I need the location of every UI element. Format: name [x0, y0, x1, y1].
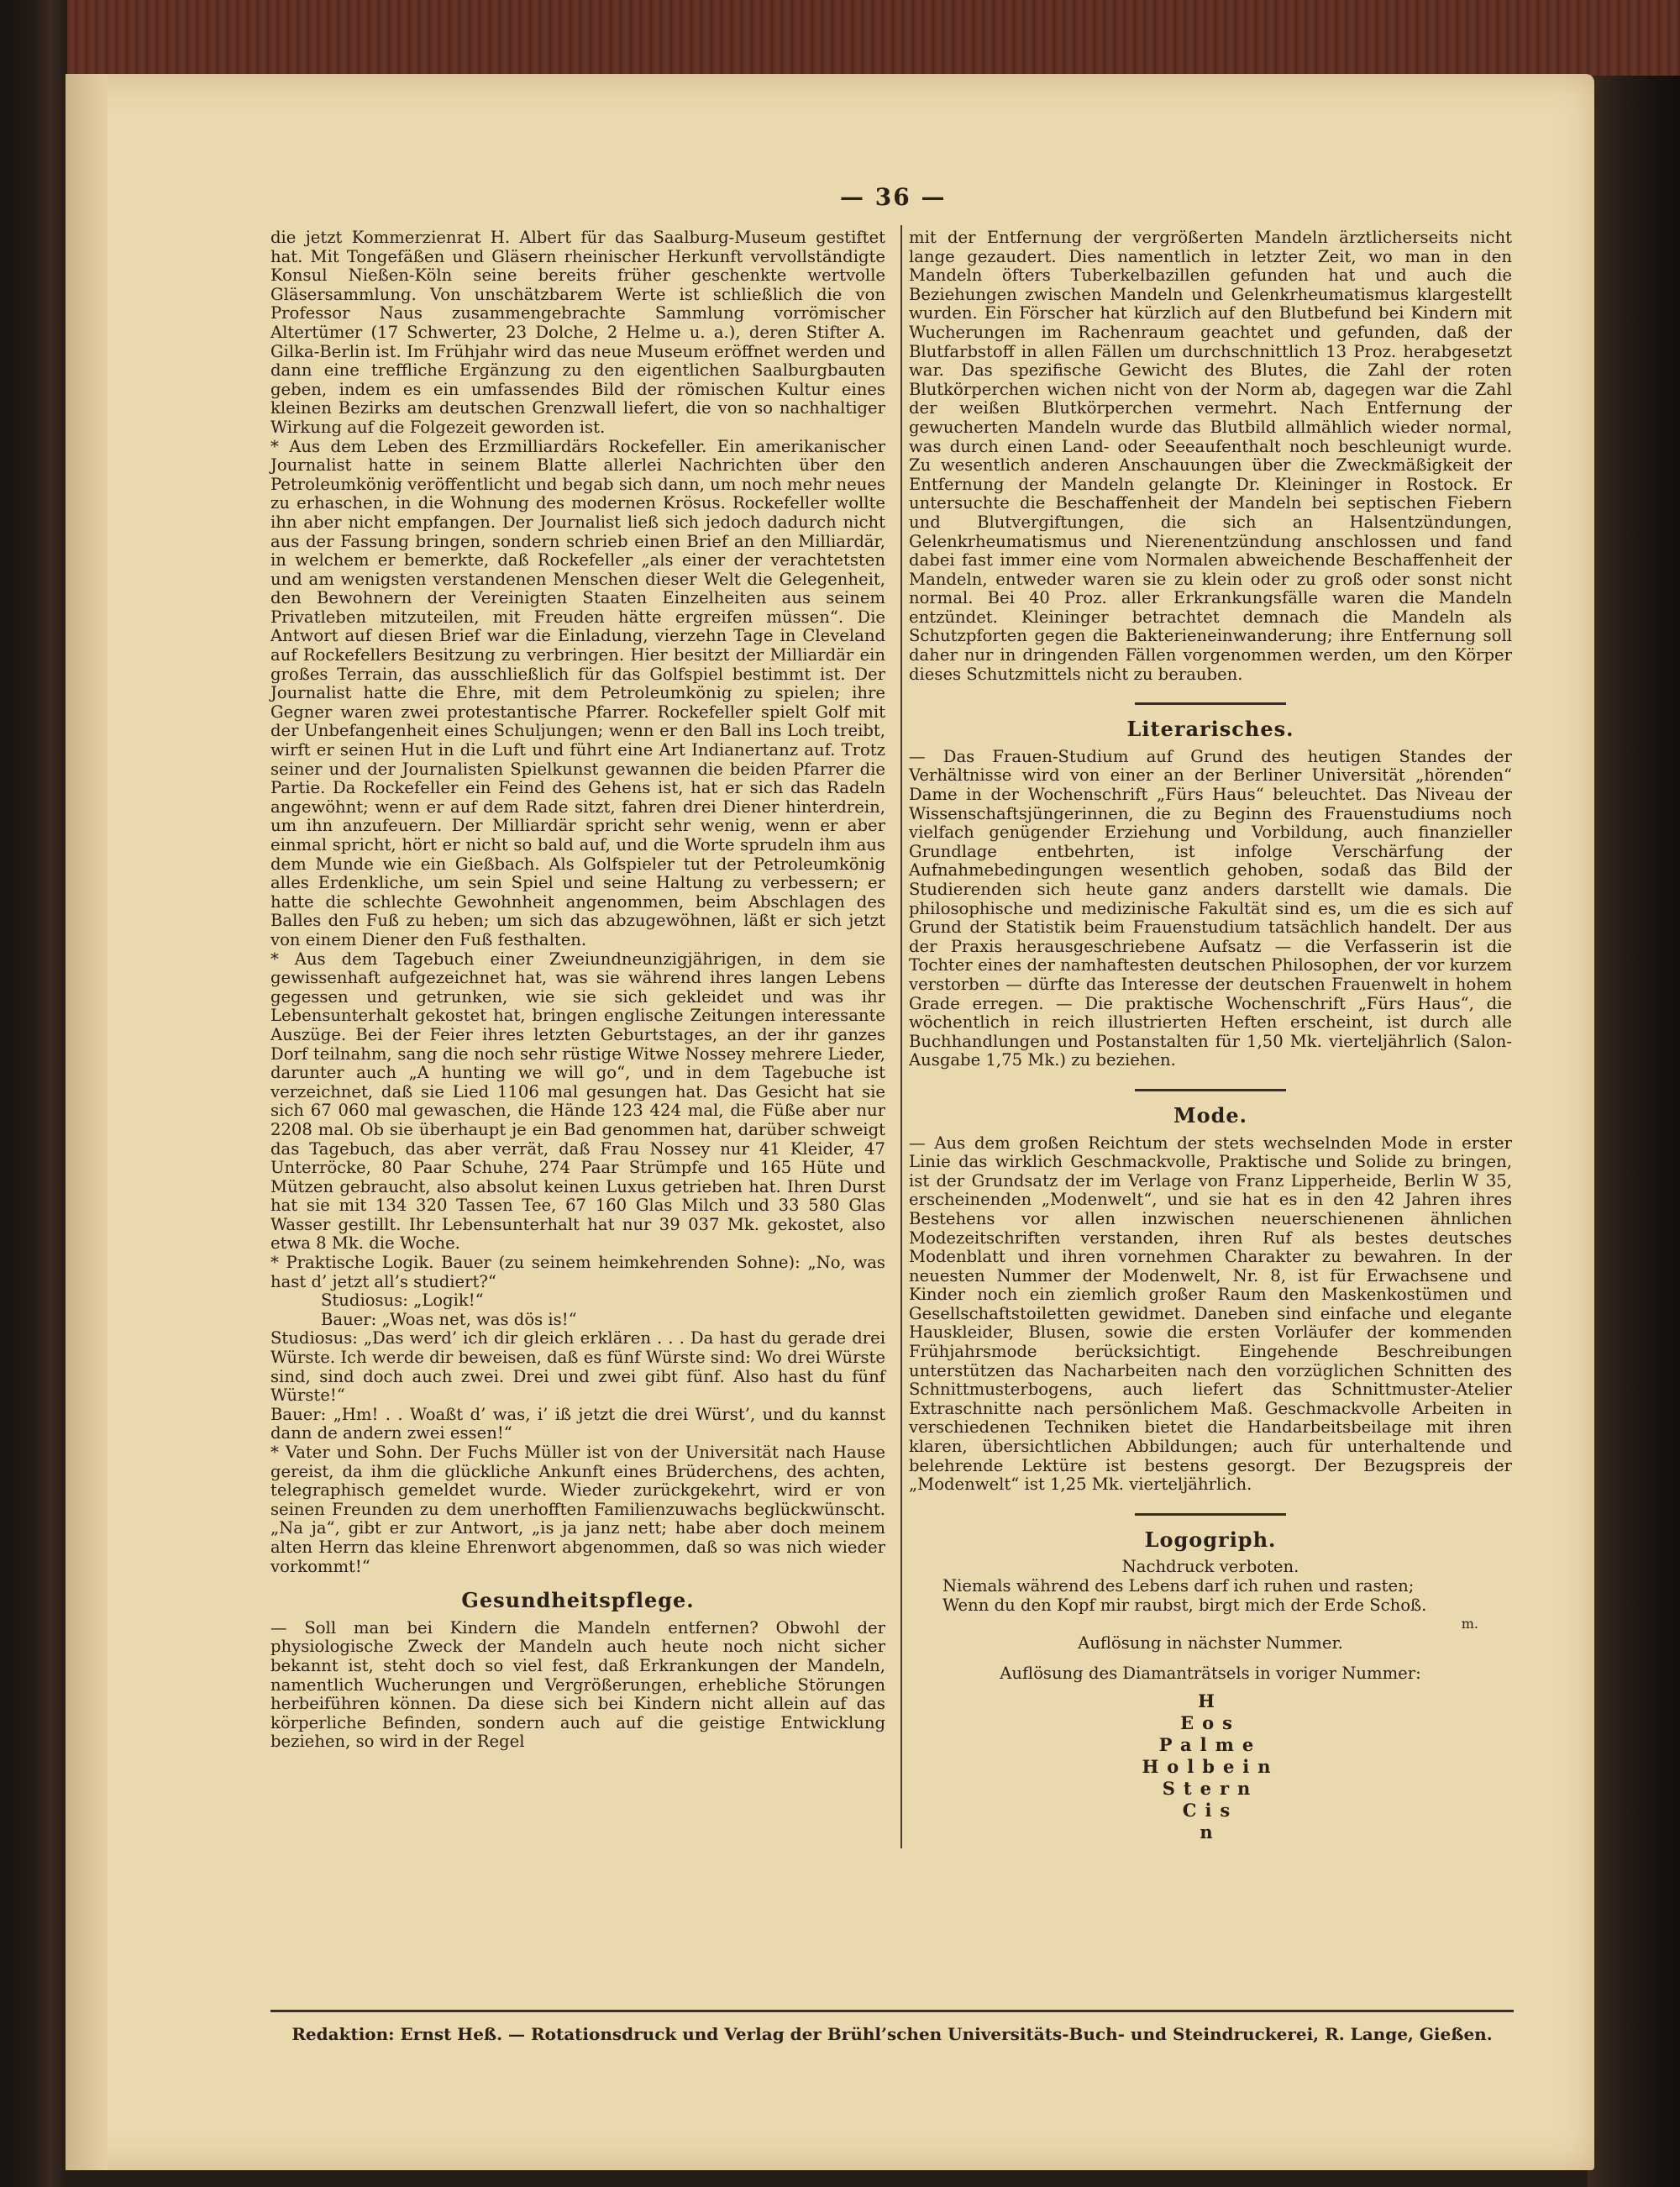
- fashion-heading: Mode.: [1173, 1102, 1247, 1128]
- page-number: — 36 —: [840, 183, 947, 211]
- binding-right-edge: [1588, 76, 1680, 2187]
- literary-text: — Das Frauen-Studium auf Grund des heutigen Standes der Verhältnisse wird von einer an der Berliner Universität „hörenden“ Dame in der Wochenschrift „Fürs Haus“ beleuchtet. Das Niveau der Wissenschaftsjüngerinnen, die zu Beginn des Frauenstudiums noch vielfach genügender Erziehung und Vorbildung, auch finanzieller Grundlage entbehrten, ist infolge Verschärfung der Aufnahmebedingungen wesentlich gehoben, sodaß das Bild der Studierenden sich heute ganz anders darstellt wie damals. Die philosophische und medizinische Fakultät sind es, um die es sich auf Grund der Statistik beim Frauenstudium tatsächlich handelt. Der aus der Praxis herausgeschriebene Aufsatz — die Verfasserin ist die Tochter eines der namhaftesten deutschen Philosophen, der vor kurzem verstorben — dürfte das Interesse der deutschen Frauenwelt in hohem Grade erregen. — Die praktische Wochenschrift „Fürs Haus“, die wöchentlich in reich illustrierten Heften erscheint, ist durch alle Buchhandlungen und Postanstalten für 1,50 Mk. vierteljährlich (Salon-Ausgabe 1,75 Mk.) zu beziehen.: [909, 746, 1512, 1070]
- article-saalburg: die jetzt Kommerzienrat H. Albert für das Saalburg-Museum gestiftet hat. Mit Tongefäßen und Gläsern rheinischer Herkunft vervollständigte Konsul Nießen-Köln seine bereits früher geschenkte wertvolle Gläsersammlung. Von unschätzbarem Werte ist schließlich die von Professor Naus zusammengebrachte Sammlung vorrömischer Altertümer (17 Schwerter, 23 Dolche, 2 Helme u. a.), deren Stifter A. Gilka-Berlin ist. Im Frühjahr wird das neue Museum eröffnet werden und dann eine treffliche Ergänzung zu den eigentlichen Saalburgbauten geben, indem es ein umfassendes Bild der römischen Kultur eines kleinen Bezirks am deutschen Grenzwall liefert, die von so nachhaltiger Wirkung auf die Folgezeit geworden ist.: [270, 228, 885, 437]
- article-logik-line2: Bauer: „Woas net, was dös is!“: [321, 1309, 577, 1329]
- right-column: [909, 229, 1512, 1843]
- imprint-footer: Redaktion: Ernst Heß. — Rotationsdruck und Verlag der Brühl’schen Universitäts-Buch- und Steindruckerei, R. Lange, Gießen.: [270, 2010, 1514, 2044]
- logogriph-heading: Logogriph.: [1144, 1527, 1277, 1552]
- page-gutter: [66, 74, 108, 2170]
- section-divider: [1135, 1089, 1286, 1091]
- diamond-row: Stern: [1162, 1777, 1259, 1799]
- diamond-row: H: [1198, 1690, 1223, 1711]
- diamond-row: Eos: [1180, 1711, 1241, 1733]
- article-tagebuch: * Aus dem Tagebuch einer Zweiundneunzigjährigen, in dem sie gewissenhaft aufgezeichnet hat, was sie während ihres langen Lebens gegessen und getrunken, wie sie sich gekleidet und was ihr Lebensunterhalt gekostet hat, bringen englische Zeitungen interessante Auszüge. Bei der Feier ihres letzten Geburtstages, an der ihr ganzes Dorf teilnahm, sang die noch sehr rüstige Witwe Nossey mehrere Lieder, darunter auch „A hunting we will go“, und in dem Tagebuche ist verzeichnet, daß sie Lied 1106 mal gesungen hat. Das Gesicht hat sie sich 67 060 mal gewaschen, die Hände 123 424 mal, die Füße aber nur 2208 mal. Ob sie überhaupt je ein Bad genommen hat, darüber schweigt das Tagebuch, das aber verrät, daß Frau Nossey nur 41 Kleider, 47 Unterröcke, 80 Paar Schuhe, 274 Paar Strümpfe und 165 Hüte und Mützen gebraucht, also absolut keinen Luxus getrieben hat. Ihren Durst hat sie mit 134 320 Tassen Tee, 67 160 Glas Milch und 33 580 Glas Wasser gestillt. Ihr Lebensunterhalt hat nur 39 037 Mk. gekostet, also etwa 8 Mk. die Woche.: [270, 949, 885, 1254]
- logogriph-note: Nachdruck verboten.: [1121, 1557, 1299, 1577]
- logogriph-line-1: Niemals während des Lebens darf ich ruhen und rasten;: [942, 1576, 1415, 1596]
- logogriph-signature: m.: [1461, 1616, 1478, 1632]
- diamond-puzzle: [1068, 1690, 1353, 1843]
- article-logik-line4: Bauer: „Hm! . . Woaßt d’ was, i’ iß jetzt die drei Würst’, und du kannst dann de andern zwei essen!“: [270, 1404, 885, 1443]
- literary-heading: Literarisches.: [1126, 717, 1294, 742]
- health-text: — Soll man bei Kindern die Mandeln entfernen? Obwohl der physiologische Zweck der Mandeln auch heute noch nicht sicher bekannt ist, steht doch so viel fest, daß Erkrankungen der Mandeln, namentlich Wucherungen und Vergrößerungen, erhebliche Störungen herbeiführen können. Da diese sich bei Kindern nicht allein auf das körperliche Befinden, sondern auch auf die geistige Entwicklung beziehen, so wird in der Regel: [270, 1617, 885, 1752]
- column-divider: [900, 225, 902, 1848]
- health-heading: Gesundheitspflege.: [461, 1588, 695, 1613]
- fashion-text: — Aus dem großen Reichtum der stets wechselnden Mode in erster Linie das wirklich Geschmackvolle, Praktische und Solide zu bringen, ist der Grundsatz der im Verlage von Franz Lipperheide, Berlin W 35, erscheinenden „Modenwelt“, und sie hat es in den 42 Jahren ihres Bestehens vor allen inzwischen neuerschienenen ähnlichen Modezeitschriften verstanden, ihren Ruf als bestes deutsches Modenblatt und ihren vornehmen Charakter zu bewahren. In der neuesten Nummer der Modenwelt, Nr. 8, ist für Erwachsene und Kinder noch ein ziemlich großer Raum den Maskenkostümen und Gesellschaftstoiletten gewidmet. Daneben sind einfache und elegante Hauskleider, Blusen, sowie die ersten Vorläufer der kommenden Frühjahrsmode berücksichtigt. Eingehende Beschreibungen unterstützen das Nacharbeiten nach den vorzüglichen Schnitten des Schnittmusterbogens, auch liefert das Schnittmuster-Atelier Extraschnitte nach persönlichem Maß. Geschmackvolle Arbeiten in verschiedenen Techniken bietet die Handarbeitsbeilage mit ihren klaren, übersichtlichen Abbildungen; auch für unterhaltende und belehrende Lektüre ist bestens gesorgt. Der Bezugspreis der „Modenwelt“ ist 1,25 Mk. vierteljährlich.: [909, 1133, 1512, 1495]
- diamond-row: Cis: [1182, 1799, 1239, 1821]
- diamond-row: n: [1200, 1821, 1221, 1843]
- diamond-row: Palme: [1158, 1733, 1263, 1755]
- section-divider: [1135, 1513, 1286, 1516]
- article-vater-sohn: * Vater und Sohn. Der Fuchs Müller ist von der Universität nach Hause gereist, da ihm die glückliche Ankunft eines Brüderchens, des achten, telegraphisch gemeldet wurde. Wieder zurückgekehrt, wird er von seinen Freunden zu dem unerhofften Familienzuwachs beglückwünscht. „Na ja“, gibt er zur Antwort, „is ja janz nett; habe aber doch meinem alten Herrn das kleine Ehrenwort abgenommen, daß so was nich wieder vorkommt!“: [270, 1443, 885, 1576]
- article-logik-line1: Studiosus: „Logik!“: [321, 1291, 484, 1311]
- left-column: [270, 229, 885, 1752]
- diamond-heading: Auflösung des Diamanträtsels in voriger Nummer:: [1000, 1664, 1421, 1684]
- logogriph-line-2: Wenn du den Kopf mir raubst, birgt mich der Erde Schoß.: [942, 1595, 1427, 1615]
- article-logik-line3: Studiosus: „Das werd’ ich dir gleich erklären . . . Da hast du gerade drei Würste. Ich werde dir beweisen, daß es fünf Würste sind: Wo drei Würste sind, sind doch auch zwei. Drei und zwei gibt fünf. Also hast du fünf Würste!“: [270, 1328, 885, 1406]
- diamond-row: Holbein: [1142, 1755, 1279, 1777]
- section-divider: [1135, 702, 1286, 705]
- logogriph-solution-note: Auflösung in nächster Nummer.: [1078, 1632, 1343, 1653]
- health-text-continued: mit der Entfernung der vergrößerten Mandeln ärztlicherseits nicht lange gezaudert. Dies namentlich in letzter Zeit, wo man in den Mandeln öfters Tuberkelbazillen gefunden hat und auch die Beziehungen zwischen Mandeln und Gelenkrheumatismus klargestellt wurden. Ein Förscher hat kürzlich auf den Blutbefund bei Kindern mit Wucherungen im Rachenraum geachtet und gefunden, daß der Blutfarbstoff in allen Fällen um durchschnittlich 13 Proz. herabgesetzt war. Das spezifische Gewicht des Blutes, die Zahl der roten Blutkörperchen wichen nicht von der Norm ab, dagegen war die Zahl der weißen Blutkörperchen vermehrt. Nach Entfernung der gewucherten Mandeln wurde das Blutbild allmählich wieder normal, was durch einen Land- oder Seeaufenthalt noch beschleunigt wurde. Zu wesentlich anderen Anschauungen über die Zweckmäßigkeit der Entfernung der Mandeln gelangte Dr. Kleininger in Rostock. Er untersuchte die Beschaffenheit der Mandeln bei septischen Fiebern und Blutvergiftungen, die sich an Halsentzündungen, Gelenkrheumatismus und Nierenentzündung anschlossen und fand dabei fast immer eine vom Normalen abweichende Beschaffenheit der Mandeln, entweder waren sie zu klein oder zu groß oder sonst nicht normal. Bei 40 Proz. aller Erkrankungsfälle waren die Mandeln entzündet. Kleininger betrachtet demnach die Mandeln als Schutzpforten gegen die Bakterieneinwanderung; ihre Entfernung soll daher nur in dringenden Fällen vorgenommen werden, um den Körper dieses Schutzmittels nicht zu berauben.: [909, 228, 1512, 684]
- article-rockefeller: * Aus dem Leben des Erzmilliardärs Rockefeller. Ein amerikanischer Journalist hatte in seinem Blatte allerlei Nachrichten über den Petroleumkönig veröffentlicht und begab sich dann, um noch mehr neues zu erhaschen, in die Wohnung des modernen Krösus. Rockefeller wollte ihn aber nicht empfangen. Der Journalist ließ sich jedoch dadurch nicht aus der Fassung bringen, sondern schrieb einen Brief an den Milliardär, in welchem er bemerkte, daß Rockefeller „als einer der verachtetsten und am wenigsten verstandenen Menschen dieser Welt die Gelegenheit, den Bewohnern der Vereinigten Staaten Einzelheiten aus seinem Privatleben mitzuteilen, mit Freuden hätte ergreifen müssen“. Die Antwort auf diesen Brief war die Einladung, vierzehn Tage in Cleveland auf Rockefellers Besitzung zu verbringen. Hier besitzt der Milliardär ein großes Terrain, das ausschließlich für das Golfspiel bestimmt ist. Der Journalist hatte die Ehre, mit dem Petroleumkönig zu spielen; ihre Gegner waren zwei protestantische Pfarrer. Rockefeller spielt Golf mit der Unbefangenheit eines Schuljungen; wenn er den Ball ins Loch treibt, wirft er seinen Hut in die Luft und führt eine Art Indianertanz auf. Trotz seiner und der Journalisten Spielkunst gewannen die beiden Pfarrer die Partie. Da Rockefeller ein Feind des Gehens ist, hat er sich das Radeln angewöhnt; wenn er auf dem Rade sitzt, fahren drei Diener hinterdrein, um ihn anzufeuern. Der Milliardär spricht sehr wenig, wenn er aber einmal spricht, hört er nicht so bald auf, und die Worte sprudeln ihm aus dem Munde wie ein Gießbach. Als Golfspieler tut der Petroleumkönig alles Erdenkliche, um sein Spiel und seine Haltung zu verbessern; er hatte die schlechte Gewohnheit angenommen, beim Abschlagen des Balles den Fuß zu heben; um sich das abzugewöhnen, läßt er sich jetzt von einem Diener den Fuß festhalten.: [270, 436, 885, 949]
- article-logik-intro: * Praktische Logik. Bauer (zu seinem heimkehrenden Sohne): „No, was hast d’ jetzt all’s studiert?“: [270, 1253, 885, 1291]
